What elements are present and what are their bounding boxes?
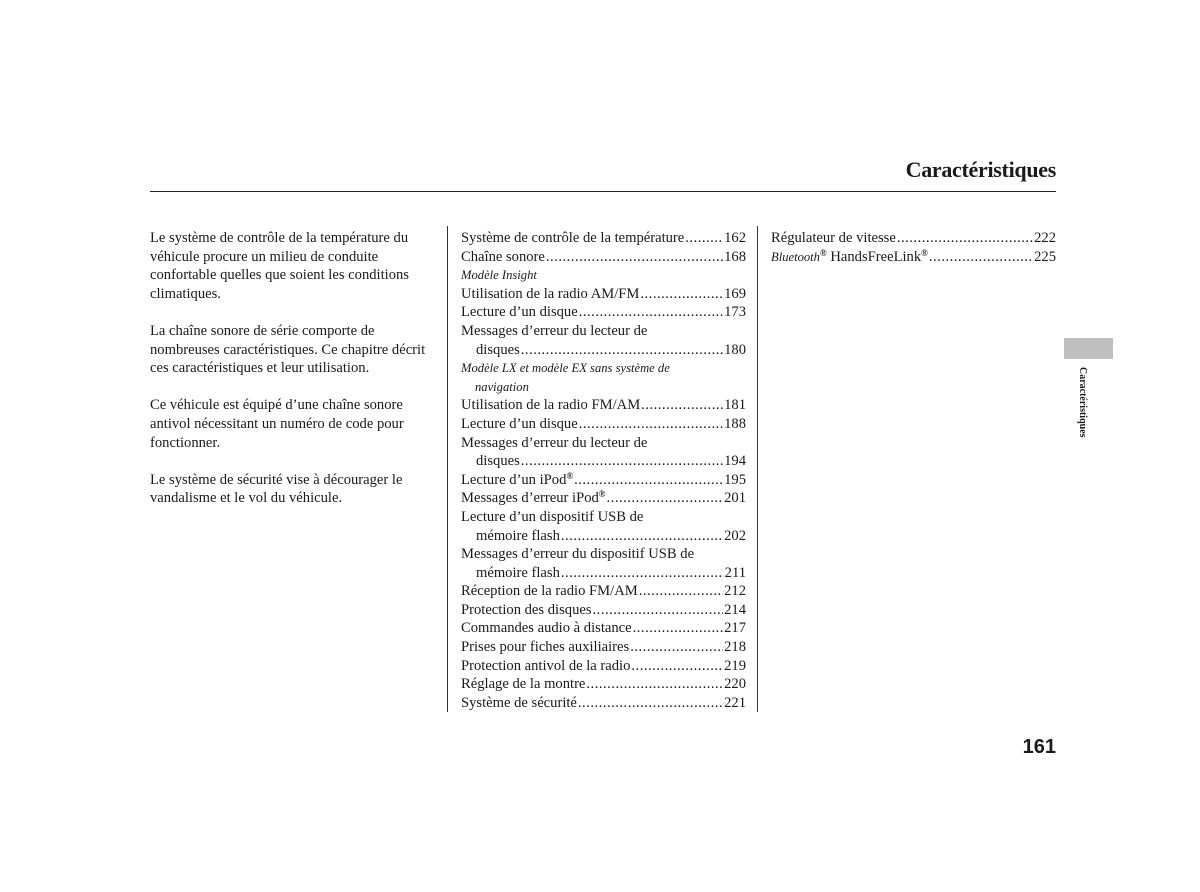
page-ref: 194 — [724, 453, 746, 470]
toc-entry-remote-controls[interactable]: Commandes audio à distance ..... 217 — [461, 619, 746, 638]
intro-paragraph: Le système de sécurité vise à décourager le vandalisme et le vol du véhicule. — [150, 471, 403, 507]
page-title: Caractéristiques — [905, 157, 1056, 182]
leader-dots — [639, 582, 723, 601]
leader-dots — [579, 303, 723, 322]
leader-dots — [574, 471, 723, 490]
toc-entry-handsfreelink[interactable]: Bluetooth® HandsFreeLink® ..... 225 — [771, 248, 1056, 267]
toc-entry-disc-protection[interactable]: Protection des disques ..... 214 — [461, 601, 746, 620]
column-divider — [447, 226, 448, 712]
toc-entry-usb-errors[interactable]: mémoire flash ..... 211 — [461, 564, 746, 583]
model-heading: navigation — [475, 379, 529, 394]
toc-entry-aux-jacks[interactable]: Prises pour fiches auxiliaires ..... 218 — [461, 638, 746, 657]
leader-dots — [641, 396, 723, 415]
page-ref: 214 — [724, 601, 746, 618]
page-ref: 217 — [724, 620, 746, 637]
leader-dots — [607, 489, 724, 508]
leader-dots — [897, 229, 1033, 248]
page-ref: 218 — [724, 639, 746, 656]
toc-entry-antitheft[interactable]: Protection antivol de la radio ..... 219 — [461, 657, 746, 676]
toc-entry-disc-errors[interactable]: disques ..... 180 — [461, 341, 746, 360]
page-ref: 222 — [1034, 230, 1056, 246]
leader-dots — [640, 285, 723, 304]
model-heading: Modèle Insight — [461, 268, 537, 283]
page-ref: 225 — [1034, 248, 1056, 265]
toc-entry-clock[interactable]: Réglage de la montre ..... 220 — [461, 675, 746, 694]
page-ref: 195 — [724, 471, 746, 488]
model-heading: Modèle LX et modèle EX sans système de — [461, 361, 670, 376]
toc-entry-label: Messages d’erreur du lecteur de — [461, 434, 648, 451]
header-divider — [150, 191, 1056, 192]
toc-entry-radio-fmam[interactable]: Utilisation de la radio FM/AM ..... 181 — [461, 396, 746, 415]
leader-dots — [521, 452, 723, 471]
toc-entry-disc[interactable]: Lecture d’un disque ..... 188 — [461, 415, 746, 434]
leader-dots — [633, 619, 723, 638]
toc-entry-cruise-control[interactable]: Régulateur de vitesse ..... 222 — [771, 229, 1056, 248]
leader-dots — [561, 527, 723, 546]
page-ref: 201 — [724, 490, 746, 507]
page-ref: 202 — [724, 527, 746, 544]
toc-entry-label: Lecture d’un dispositif USB de — [461, 508, 644, 525]
toc-entry-reception[interactable]: Réception de la radio FM/AM ..... 212 — [461, 582, 746, 601]
page-ref: 220 — [724, 676, 746, 693]
toc-entry-disc[interactable]: Lecture d’un disque ..... 173 — [461, 303, 746, 322]
leader-dots — [578, 694, 723, 713]
page-number: 161 — [1022, 736, 1056, 758]
section-tab-label: Caractéristiques — [1077, 367, 1088, 438]
toc-entry-temperature[interactable]: Système de contrôle de la température ..... 162 — [461, 229, 746, 248]
toc-entry-radio-amfm[interactable]: Utilisation de la radio AM/FM ..... 169 — [461, 285, 746, 304]
toc-entry-security[interactable]: Système de sécurité ..... 221 — [461, 694, 746, 713]
leader-dots — [593, 601, 724, 620]
leader-dots — [586, 675, 723, 694]
intro-paragraph: Ce véhicule est équipé d’une chaîne sonore antivol nécessitant un numéro de code pour fonctionner. — [150, 397, 404, 451]
toc-column — [771, 229, 1056, 266]
toc-entry-label: Messages d’erreur du lecteur de — [461, 322, 648, 339]
leader-dots — [929, 248, 1033, 267]
leader-dots — [579, 415, 723, 434]
toc-entry-ipod-errors[interactable]: Messages d’erreur iPod® ..... 201 — [461, 489, 746, 508]
toc-entry-ipod[interactable]: Lecture d’un iPod® ..... 195 — [461, 471, 746, 490]
toc-entry-label: Messages d’erreur du dispositif USB de — [461, 546, 695, 563]
page-ref: 168 — [724, 248, 746, 265]
intro-text — [150, 229, 435, 527]
leader-dots — [630, 638, 723, 657]
page-ref: 181 — [724, 397, 746, 414]
leader-dots — [685, 229, 723, 248]
page-ref: 221 — [724, 694, 746, 711]
page-ref: 173 — [724, 304, 746, 321]
toc-entry-disc-errors[interactable]: disques ..... 194 — [461, 452, 746, 471]
page-ref: 180 — [724, 341, 746, 358]
leader-dots — [521, 341, 723, 360]
leader-dots — [546, 248, 723, 267]
toc-entry-audio[interactable]: Chaîne sonore ..... 168 — [461, 248, 746, 267]
leader-dots — [561, 564, 724, 583]
toc-entry-usb[interactable]: mémoire flash ..... 202 — [461, 527, 746, 546]
column-divider — [757, 226, 758, 712]
page-ref: 169 — [724, 285, 746, 302]
intro-paragraph: Le système de contrôle de la température du véhicule procure un milieu de conduite confortable quelles que soient les conditions climatiques. — [150, 230, 409, 302]
page-ref: 188 — [724, 415, 746, 432]
leader-dots — [631, 657, 723, 676]
page-ref: 212 — [724, 583, 746, 600]
section-tab — [1064, 338, 1113, 359]
page-ref: 219 — [724, 657, 746, 674]
page-ref: 211 — [724, 564, 746, 581]
intro-paragraph: La chaîne sonore de série comporte de nombreuses caractéristiques. Ce chapitre décrit ces caractéristiques et leur utilisation. — [150, 322, 426, 377]
toc-column — [461, 229, 746, 712]
page-ref: 162 — [724, 230, 746, 246]
